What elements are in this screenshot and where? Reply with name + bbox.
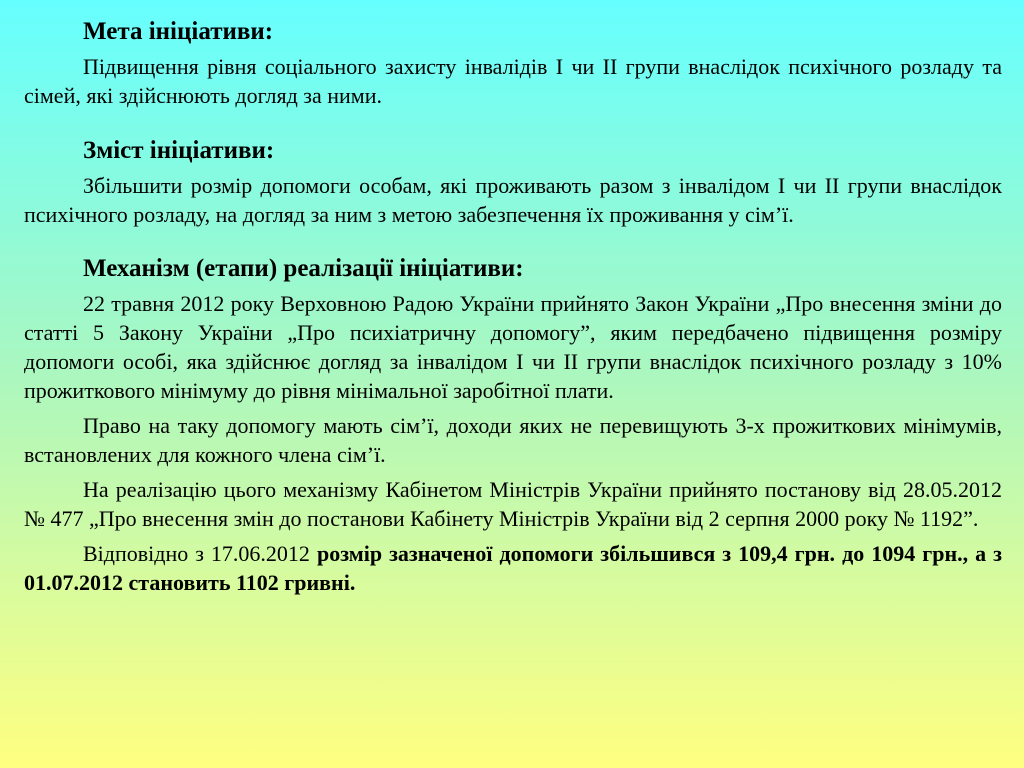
mechanism-paragraph-3: На реалізацію цього механізму Кабінетом Міністрів України прийнято постанову від 28.05.2012 № 477 „Про внесення змін до постанови Кабінету Міністрів України від 2 серпня 2000 року № 1192”. bbox=[24, 477, 1002, 531]
spacer bbox=[24, 229, 1002, 249]
goal-text: Підвищення рівня соціального захисту інвалідів I чи II групи внаслідок психічного розладу та сімей, які здійснюють догляд за ними. bbox=[24, 54, 1002, 108]
slide-content bbox=[24, 12, 1002, 597]
mechanism-heading: Механізм (етапи) реалізації ініціативи: bbox=[83, 255, 524, 282]
paragraph-4-prefix: Відповідно з 17.06.2012 bbox=[83, 541, 317, 566]
mechanism-paragraph-1: 22 травня 2012 року Верховною Радою України прийнято Закон України „Про внесення зміни до статті 5 Закону України „Про психіатричну допомогу”, яким передбачено підвищення розміру допомоги особі, яка здійснює догляд за інвалідом I чи II групи внаслідок психічного розладу з 10% прожиткового мінімуму до рівня мінімальної заробітної плати. bbox=[24, 291, 1002, 403]
goal-heading: Мета ініціативи: bbox=[83, 18, 274, 45]
mechanism-paragraph-4 bbox=[24, 539, 1002, 597]
content-heading: Зміст ініціативи: bbox=[83, 137, 275, 164]
paragraph-4-bold: розмір зазначеної допомоги збільшився з 109,4 грн. до 1094 грн., а з 01.07.2012 становить 1102 гривні. bbox=[24, 541, 1002, 595]
content-text: Збільшити розмір допомоги особам, які проживають разом з інвалідом I чи II групи внаслідок психічного розладу, на догляд за ним з метою забезпечення їх проживання у сім’ї. bbox=[24, 173, 1002, 227]
mechanism-paragraph-2: Право на таку допомогу мають сім’ї, доходи яких не перевищують 3-х прожиткових мінімумів, встановлених для кожного члена сім’ї. bbox=[24, 413, 1002, 467]
spacer bbox=[24, 110, 1002, 131]
